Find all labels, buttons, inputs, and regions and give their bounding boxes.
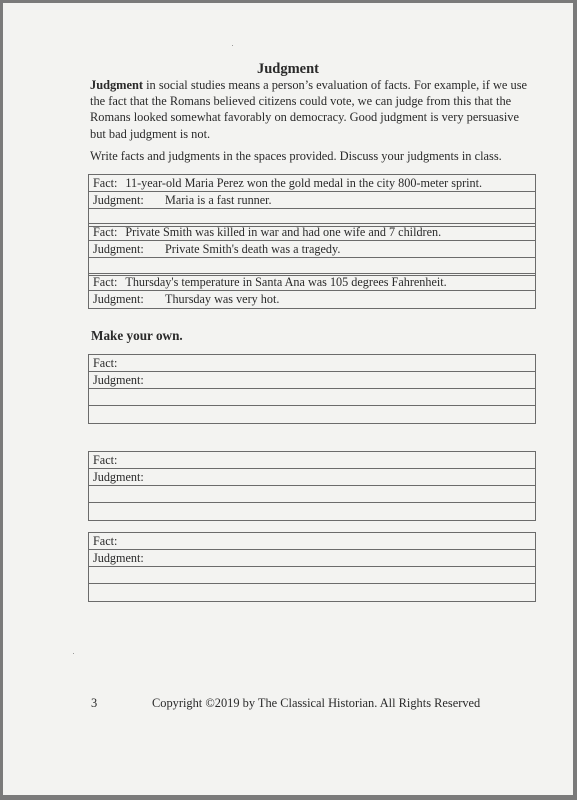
example-fact-row [89, 224, 535, 241]
judgment-label: Judgment: [93, 242, 144, 256]
scan-speck [232, 45, 233, 46]
example-judgment-row [89, 192, 535, 209]
scan-speck [73, 653, 74, 654]
blank-line[interactable] [89, 584, 535, 601]
blank-line[interactable] [89, 503, 535, 520]
blank-judgment-row[interactable] [89, 372, 535, 389]
fact-label: Fact: [93, 534, 118, 548]
blank-fact-row[interactable] [89, 533, 535, 550]
instructions-text: Write facts and judgments in the spaces provided. Discuss your judgments in class. [90, 149, 502, 163]
example-fact-text: 11-year-old Maria Perez won the gold medal in the city 800-meter sprint. [125, 176, 483, 190]
worksheet-page [3, 3, 573, 795]
blank-line[interactable] [89, 406, 535, 423]
judgment-label: Judgment: [93, 373, 144, 387]
example-fact-row [89, 274, 535, 291]
copyright-notice: Copyright ©2019 by The Classical Historian. All Rights Reserved [152, 696, 481, 710]
page-number: 3 [91, 696, 98, 710]
example-box-2 [88, 223, 536, 276]
blank-judgment-row[interactable] [89, 550, 535, 567]
fact-label: Fact: [93, 453, 118, 467]
blank-fact-row[interactable] [89, 452, 535, 469]
judgment-label: Judgment: [93, 470, 144, 484]
judgment-label: Judgment: [93, 292, 144, 306]
fact-label: Fact: [93, 225, 118, 239]
fact-label: Fact: [93, 275, 118, 289]
intro-bold-term: Judgment [90, 78, 144, 92]
blank-box-1 [88, 354, 536, 424]
intro-paragraph [90, 77, 530, 142]
blank-fact-row[interactable] [89, 355, 535, 372]
example-judgment-row [89, 241, 535, 258]
example-judgment-text: Thursday was very hot. [165, 292, 280, 306]
example-box-3 [88, 273, 536, 309]
blank-line[interactable] [89, 389, 535, 406]
example-judgment-text: Maria is a fast runner. [165, 193, 272, 207]
example-judgment-text: Private Smith's death was a tragedy. [165, 242, 341, 256]
example-judgment-row [89, 291, 535, 308]
blank-line[interactable] [89, 567, 535, 584]
fact-label: Fact: [93, 176, 118, 190]
make-your-own-heading: Make your own. [91, 328, 183, 343]
example-box-1 [88, 174, 536, 227]
example-fact-text: Private Smith was killed in war and had one wife and 7 children. [125, 225, 442, 239]
intro-text: in social studies means a person’s evaluation of facts. For example, if we use the fact that the Romans believed citizens could vote, we can judge from this that the Romans looked somewhat favorably on democracy. Good judgment is very persuasive but bad judgment is not. [90, 78, 528, 141]
blank-judgment-row[interactable] [89, 469, 535, 486]
example-fact-row [89, 175, 535, 192]
blank-line[interactable] [89, 486, 535, 503]
blank-box-3 [88, 532, 536, 602]
blank-box-2 [88, 451, 536, 521]
fact-label: Fact: [93, 356, 118, 370]
judgment-label: Judgment: [93, 551, 144, 565]
judgment-label: Judgment: [93, 193, 144, 207]
page-title: Judgment [256, 61, 320, 77]
example-fact-text: Thursday's temperature in Santa Ana was 105 degrees Fahrenheit. [125, 275, 447, 289]
